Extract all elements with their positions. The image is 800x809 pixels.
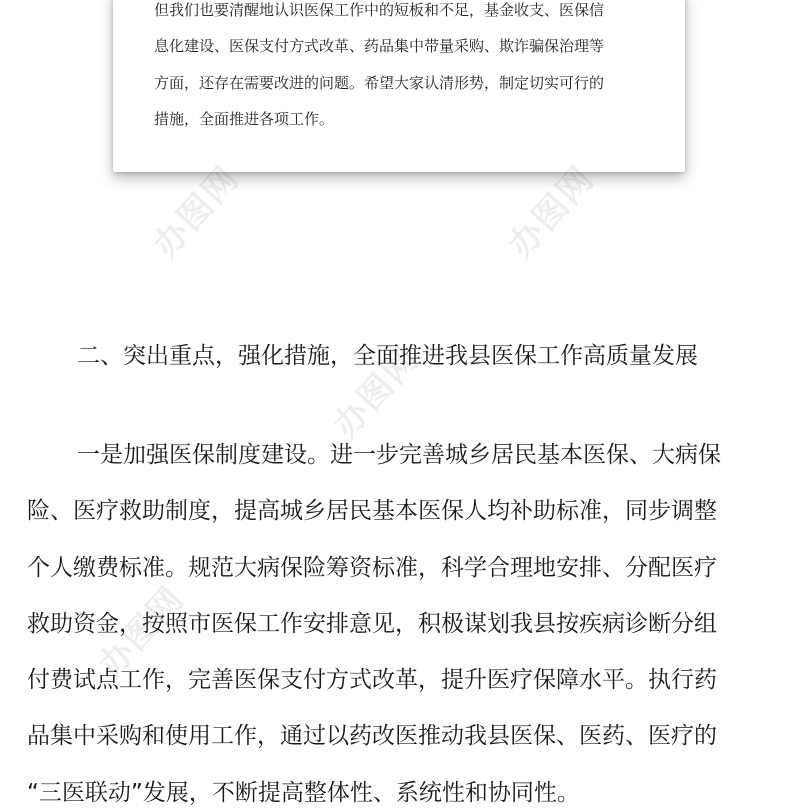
watermark: 办图网: [325, 338, 428, 446]
paragraph-line: 救助资金，按照市医保工作安排意见，积极谋划我县按疾病诊断分组: [27, 611, 717, 637]
paragraph-line: 品集中采购和使用工作，通过以药改医推动我县医保、医药、医疗的: [27, 723, 717, 749]
paragraph-line: 个人缴费标准。规范大病保险筹资标准，科学合理地安排、分配医疗: [27, 555, 717, 581]
watermark: 办图网: [90, 578, 193, 686]
quote-line: 但我们也要清醒地认识医保工作中的短板和不足，基金收支、医保信: [154, 1, 605, 19]
quote-line: 息化建设、医保支付方式改革、药品集中带量采购、欺诈骗保治理等: [154, 37, 605, 55]
quote-card: [113, 0, 685, 172]
watermark: 办图网: [500, 158, 603, 266]
paragraph-line: 险、医疗救助制度，提高城乡居民基本医保人均补助标准，同步调整: [27, 498, 717, 524]
quote-line: 措施，全面推进各项工作。: [154, 110, 335, 128]
watermark: 办图网: [145, 158, 248, 266]
paragraph-line: 付费试点工作，完善医保支付方式改革，提升医疗保障水平。执行药: [27, 667, 717, 693]
paragraph-line: 一是加强医保制度建设。进一步完善城乡居民基本医保、大病保: [77, 442, 721, 468]
section-heading: 二、突出重点，强化措施，全面推进我县医保工作高质量发展: [77, 343, 698, 369]
quote-line: 方面，还存在需要改进的问题。希望大家认清形势，制定切实可行的: [154, 74, 605, 92]
paragraph-line: “三医联动”发展，不断提高整体性、系统性和协同性。: [27, 780, 580, 806]
